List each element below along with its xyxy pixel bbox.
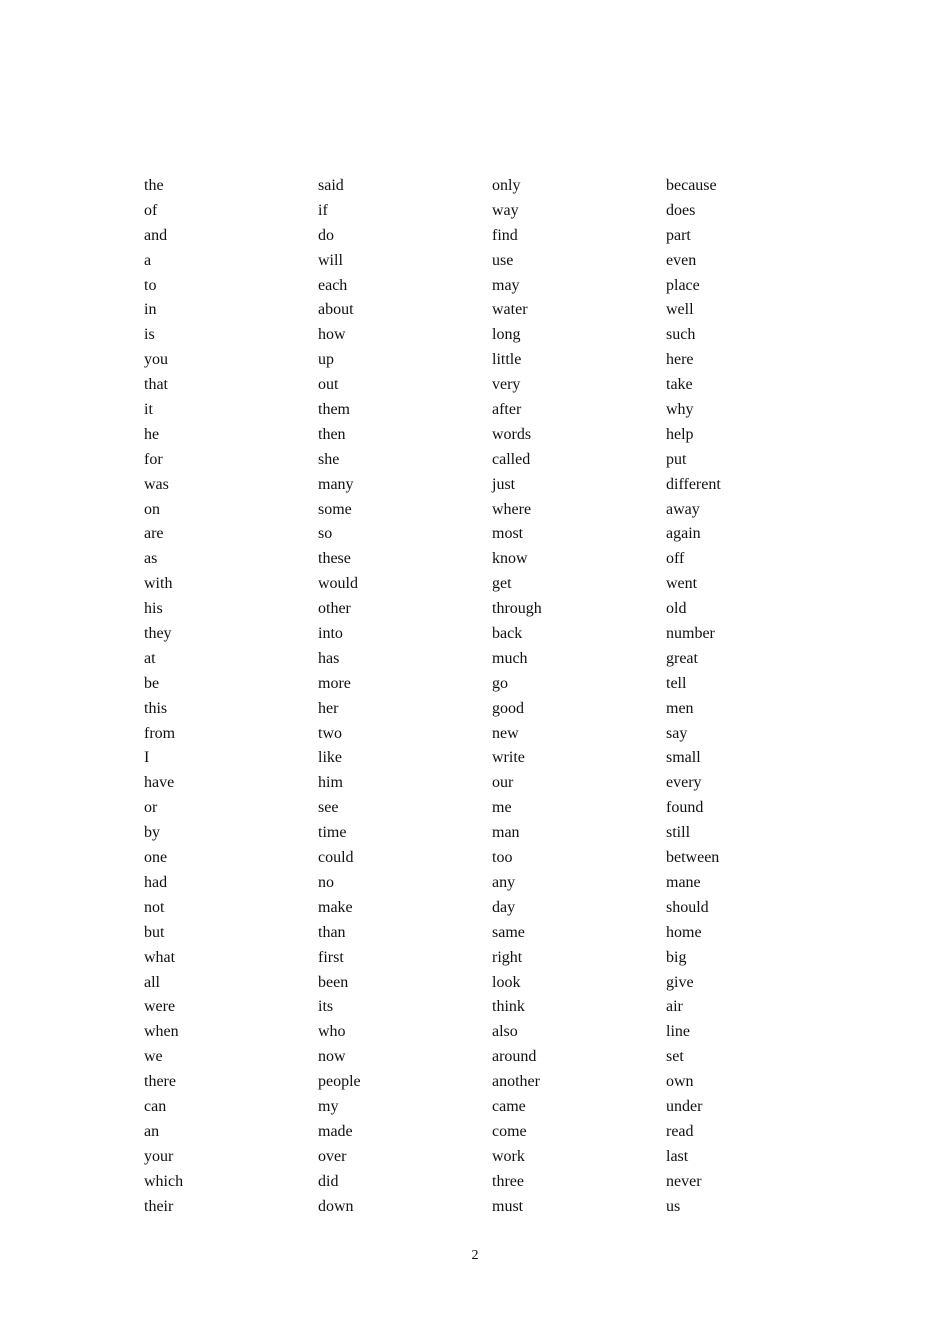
- word-column-1: [144, 174, 183, 1219]
- word-list-item: three: [492, 1172, 524, 1190]
- word-list-item: he: [144, 425, 160, 443]
- word-list-item: under: [666, 1097, 703, 1115]
- word-list-item: work: [492, 1147, 525, 1165]
- word-list-item: say: [666, 724, 688, 742]
- word-list-item: not: [144, 898, 165, 916]
- word-list-item: its: [318, 998, 334, 1016]
- word-list-item: any: [492, 873, 516, 891]
- word-list-item: around: [492, 1048, 537, 1066]
- word-list-item: man: [492, 824, 520, 842]
- word-list-item: at: [144, 649, 156, 667]
- word-list-item: had: [144, 873, 168, 891]
- word-list-item: air: [666, 998, 683, 1016]
- word-list-item: if: [318, 201, 328, 219]
- word-list-item: them: [318, 401, 350, 419]
- word-list-item: these: [318, 550, 351, 568]
- word-list-item: who: [318, 1023, 346, 1041]
- word-list-item: been: [318, 973, 349, 991]
- word-list-item: then: [318, 425, 346, 443]
- word-list-item: only: [492, 177, 521, 194]
- word-list-item: never: [666, 1172, 702, 1190]
- word-list-item: from: [144, 724, 176, 742]
- word-list-item: for: [144, 450, 163, 468]
- word-list-item: such: [666, 326, 696, 344]
- word-list-item: long: [492, 326, 521, 344]
- word-list-item: or: [144, 799, 158, 817]
- word-list-item: place: [666, 276, 700, 294]
- word-list-item: time: [318, 824, 347, 842]
- word-list-item: it: [144, 401, 153, 419]
- word-list-item: through: [492, 600, 542, 618]
- word-list-item: I: [144, 749, 150, 767]
- word-list-item: different: [666, 475, 721, 493]
- word-column-3: [492, 174, 542, 1219]
- word-list-item: an: [144, 1122, 160, 1140]
- word-list-item: by: [144, 824, 160, 842]
- word-list-item: think: [492, 998, 525, 1016]
- word-list-item: day: [492, 898, 516, 916]
- word-list-item: mane: [666, 873, 701, 891]
- word-list-item: right: [492, 948, 523, 966]
- word-list-item: write: [492, 749, 525, 767]
- word-list-item: me: [492, 799, 512, 817]
- word-list-item: was: [144, 475, 169, 493]
- word-list-item: put: [666, 450, 687, 468]
- word-list-item: why: [666, 401, 694, 419]
- word-list-item: little: [492, 351, 522, 369]
- word-list-item: most: [492, 525, 524, 543]
- word-list-item: as: [144, 550, 158, 568]
- word-list-item: own: [666, 1073, 694, 1091]
- word-list-item: after: [492, 401, 522, 419]
- word-list-item: of: [144, 201, 158, 219]
- word-list-item: take: [666, 376, 693, 394]
- word-list-item: called: [492, 450, 531, 468]
- word-list-item: would: [318, 575, 358, 593]
- word-list-item: to: [144, 276, 157, 294]
- word-list-item: look: [492, 973, 521, 991]
- word-list-item: into: [318, 625, 343, 643]
- word-list-item: said: [318, 177, 344, 194]
- word-list-item: there: [144, 1073, 176, 1091]
- word-list-item: where: [492, 500, 532, 518]
- word-list-item: old: [666, 600, 687, 618]
- word-list-item: how: [318, 326, 346, 344]
- word-list-item: is: [144, 326, 155, 344]
- word-list-item: between: [666, 849, 720, 867]
- word-list-item: found: [666, 799, 704, 817]
- word-list-item: than: [318, 923, 346, 941]
- word-list-item: first: [318, 948, 344, 966]
- word-list-item: us: [666, 1197, 681, 1215]
- word-list-item: set: [666, 1048, 684, 1066]
- word-list-item: do: [318, 226, 334, 244]
- word-list-item: line: [666, 1023, 690, 1041]
- word-list-item: still: [666, 824, 691, 842]
- word-list-item: very: [492, 376, 521, 394]
- word-list-item: about: [318, 301, 354, 319]
- word-list-item: must: [492, 1197, 524, 1215]
- word-list-item: back: [492, 625, 523, 643]
- word-list-item: home: [666, 923, 702, 941]
- word-list-item: that: [144, 376, 168, 394]
- word-list-item: could: [318, 849, 354, 867]
- word-list-item: come: [492, 1122, 527, 1140]
- word-list-item: her: [318, 699, 339, 717]
- word-list-item: does: [666, 201, 696, 219]
- word-list-item: the: [144, 177, 164, 194]
- word-list-item: no: [318, 873, 334, 891]
- word-list-item: much: [492, 649, 528, 667]
- word-list-item: out: [318, 376, 339, 394]
- word-list-item: what: [144, 948, 176, 966]
- word-list-item: him: [318, 774, 343, 792]
- word-list-item: should: [666, 898, 709, 916]
- word-list-item: up: [318, 351, 334, 369]
- word-list-item: did: [318, 1172, 339, 1190]
- word-list-item: find: [492, 226, 518, 244]
- word-list-item: water: [492, 301, 528, 319]
- word-list-item: came: [492, 1097, 526, 1115]
- word-list-item: be: [144, 674, 160, 692]
- word-list-item: a: [144, 251, 152, 269]
- word-list-item: on: [144, 500, 160, 518]
- word-list-item: they: [144, 625, 172, 643]
- page-number: 2: [471, 1248, 479, 1263]
- word-list-item: like: [318, 749, 342, 767]
- word-list-item: one: [144, 849, 168, 867]
- word-list-item: because: [666, 177, 717, 194]
- word-list-item: but: [144, 923, 165, 941]
- word-list-item: other: [318, 600, 351, 618]
- word-list-item: can: [144, 1097, 167, 1115]
- word-list-item: are: [144, 525, 164, 543]
- word-list-item: off: [666, 550, 685, 568]
- word-list-item: his: [144, 600, 163, 618]
- word-list-item: have: [144, 774, 175, 792]
- word-list-item: too: [492, 849, 513, 867]
- word-list-item: which: [144, 1172, 184, 1190]
- word-list-item: well: [666, 301, 694, 319]
- word-list-item: big: [666, 948, 687, 966]
- word-list-item: and: [144, 226, 168, 244]
- word-list-item: number: [666, 625, 715, 643]
- word-list-item: your: [144, 1147, 174, 1165]
- word-list-item: great: [666, 649, 698, 667]
- word-list-item: you: [144, 351, 168, 369]
- word-list-item: more: [318, 674, 351, 692]
- word-list-item: good: [492, 699, 524, 717]
- word-list-item: men: [666, 699, 694, 717]
- word-list-item: people: [318, 1073, 361, 1091]
- word-list-item: has: [318, 649, 340, 667]
- word-list-item: this: [144, 699, 168, 717]
- word-list-item: over: [318, 1147, 347, 1165]
- word-list-item: went: [666, 575, 698, 593]
- word-list-item: may: [492, 276, 520, 294]
- word-list-item: get: [492, 575, 512, 593]
- word-list-item: made: [318, 1122, 353, 1140]
- word-list-item: she: [318, 450, 340, 468]
- word-list-item: all: [144, 973, 160, 991]
- word-list-item: now: [318, 1048, 346, 1066]
- word-list-item: even: [666, 251, 697, 269]
- word-list-item: so: [318, 525, 333, 543]
- word-list-item: give: [666, 973, 694, 991]
- word-list-item: away: [666, 500, 700, 518]
- word-list-item: every: [666, 774, 702, 792]
- word-list-item: many: [318, 475, 354, 493]
- word-list-item: same: [492, 923, 525, 941]
- word-column-2: [318, 174, 361, 1219]
- word-list-item: when: [144, 1023, 179, 1041]
- word-list-item: our: [492, 774, 514, 792]
- word-list-item: way: [492, 201, 519, 219]
- word-list-item: here: [666, 351, 694, 369]
- word-list-item: go: [492, 674, 508, 692]
- word-list-item: also: [492, 1023, 518, 1041]
- word-list-item: small: [666, 749, 701, 767]
- word-list-item: we: [144, 1048, 163, 1066]
- word-list-item: in: [144, 301, 157, 319]
- word-list-item: with: [144, 575, 173, 593]
- word-list-item: my: [318, 1097, 339, 1115]
- word-list-item: down: [318, 1197, 354, 1215]
- word-list-item: were: [144, 998, 176, 1016]
- word-column-4: [666, 174, 721, 1219]
- word-list-item: new: [492, 724, 519, 742]
- word-list-item: use: [492, 251, 514, 269]
- word-list-item: words: [492, 425, 532, 443]
- word-list-item: make: [318, 898, 353, 916]
- word-list-item: each: [318, 276, 348, 294]
- word-list-item: see: [318, 799, 339, 817]
- word-list-item: part: [666, 226, 691, 244]
- word-list-item: will: [318, 251, 343, 269]
- word-list-item: two: [318, 724, 342, 742]
- word-list-item: read: [666, 1122, 694, 1140]
- word-list-item: again: [666, 525, 701, 543]
- word-list-item: know: [492, 550, 528, 568]
- word-list-item: their: [144, 1197, 174, 1215]
- word-list-item: help: [666, 425, 694, 443]
- word-list-item: some: [318, 500, 352, 518]
- word-list-item: just: [492, 475, 516, 493]
- word-list-item: last: [666, 1147, 689, 1165]
- word-list-item: tell: [666, 674, 687, 692]
- word-list-item: another: [492, 1073, 540, 1091]
